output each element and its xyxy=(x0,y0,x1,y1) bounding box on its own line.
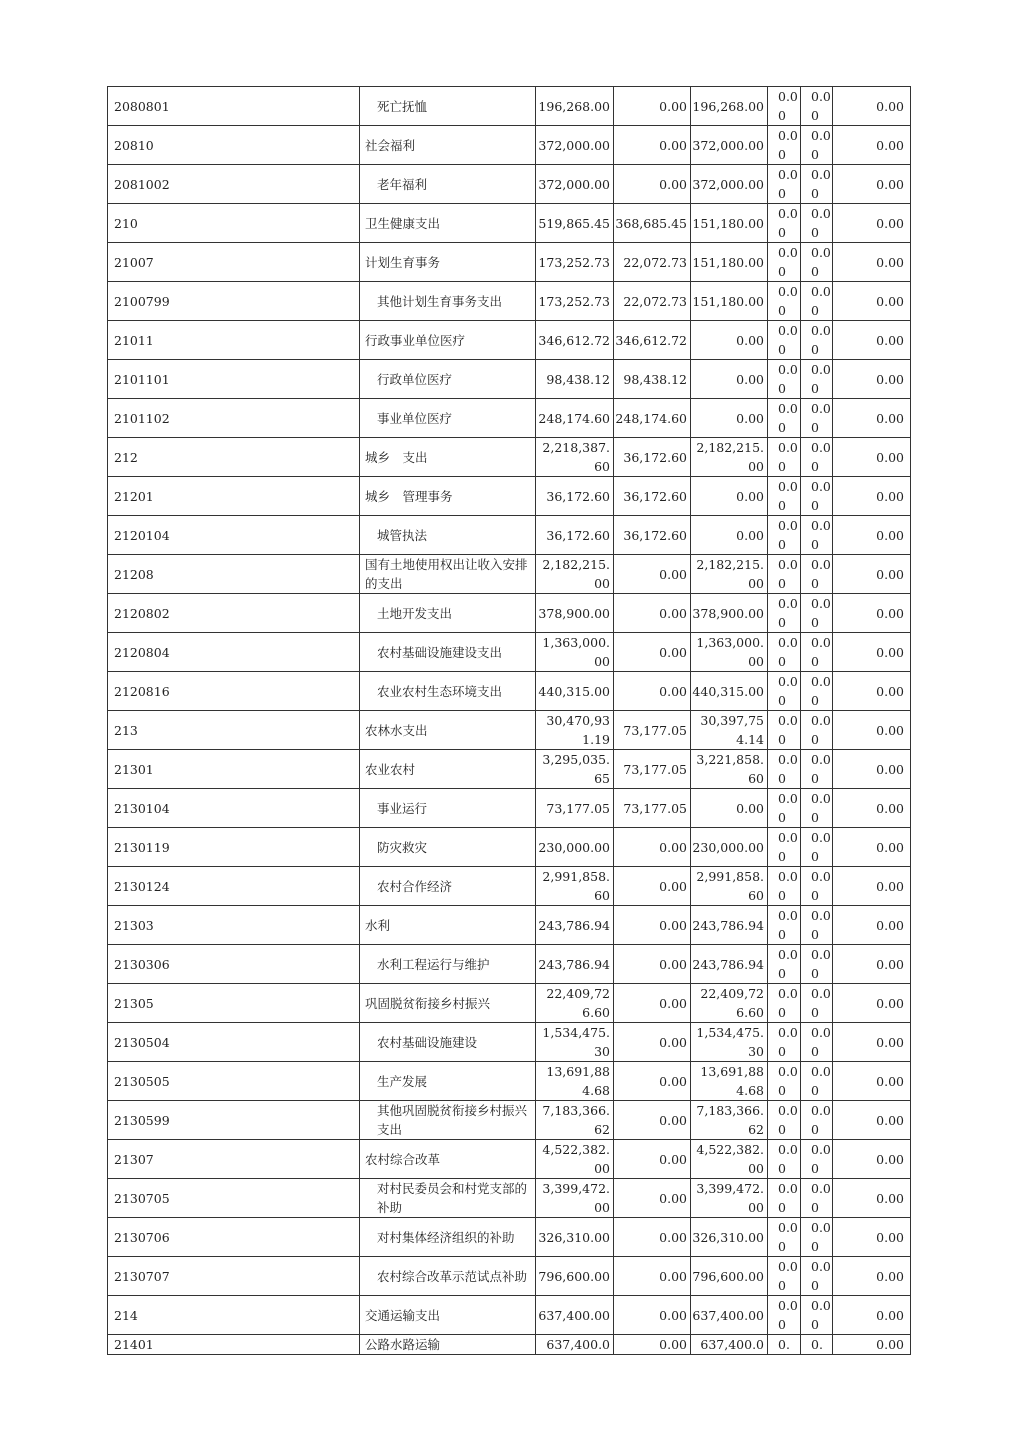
col7-cell: 0.00 xyxy=(801,1140,833,1179)
code-cell: 2120804 xyxy=(108,633,360,672)
name-cell: 农村基础设施建设支出 xyxy=(360,633,536,672)
code-cell: 2130504 xyxy=(108,1023,360,1062)
basic-expenditure-cell: 73,177.05 xyxy=(614,750,691,789)
table-row xyxy=(108,438,911,477)
name-cell: 土地开发支出 xyxy=(360,594,536,633)
table-row xyxy=(108,477,911,516)
code-cell: 21007 xyxy=(108,243,360,282)
project-expenditure-cell: 7,183,366.62 xyxy=(691,1101,768,1140)
project-expenditure-cell: 2,182,215.00 xyxy=(691,438,768,477)
table-row xyxy=(108,321,911,360)
col8-cell: 0.00 xyxy=(833,1179,911,1218)
code-cell: 213 xyxy=(108,711,360,750)
col7-cell: 0.00 xyxy=(801,165,833,204)
project-expenditure-cell: 326,310.00 xyxy=(691,1218,768,1257)
col6-cell: 0.00 xyxy=(768,204,801,243)
col6-cell: 0.00 xyxy=(768,555,801,594)
col7-cell: 0.00 xyxy=(801,672,833,711)
code-cell: 21208 xyxy=(108,555,360,594)
project-expenditure-cell: 0.00 xyxy=(691,477,768,516)
basic-expenditure-cell: 0.00 xyxy=(614,87,691,126)
col6-cell: 0.00 xyxy=(768,1257,801,1296)
table-row xyxy=(108,1062,911,1101)
col6-cell: 0.00 xyxy=(768,165,801,204)
col6-cell: 0.00 xyxy=(768,1179,801,1218)
col7-cell: 0. xyxy=(801,1335,833,1355)
name-cell: 农村基础设施建设 xyxy=(360,1023,536,1062)
table-row xyxy=(108,282,911,321)
col8-cell: 0.00 xyxy=(833,243,911,282)
project-expenditure-cell: 0.00 xyxy=(691,360,768,399)
col7-cell: 0.00 xyxy=(801,906,833,945)
col7-cell: 0.00 xyxy=(801,945,833,984)
col7-cell: 0.00 xyxy=(801,282,833,321)
name-cell: 事业单位医疗 xyxy=(360,399,536,438)
col7-cell: 0.00 xyxy=(801,1179,833,1218)
col7-cell: 0.00 xyxy=(801,1023,833,1062)
table-row xyxy=(108,789,911,828)
col8-cell: 0.00 xyxy=(833,87,911,126)
col6-cell: 0.00 xyxy=(768,243,801,282)
col8-cell: 0.00 xyxy=(833,282,911,321)
col7-cell: 0.00 xyxy=(801,750,833,789)
project-expenditure-cell: 13,691,884.68 xyxy=(691,1062,768,1101)
col7-cell: 0.00 xyxy=(801,477,833,516)
col7-cell: 0.00 xyxy=(801,360,833,399)
col8-cell: 0.00 xyxy=(833,828,911,867)
col7-cell: 0.00 xyxy=(801,87,833,126)
total-cell: 7,183,366.62 xyxy=(536,1101,614,1140)
total-cell: 243,786.94 xyxy=(536,906,614,945)
col8-cell: 0.00 xyxy=(833,360,911,399)
code-cell: 2130124 xyxy=(108,867,360,906)
col8-cell: 0.00 xyxy=(833,438,911,477)
col8-cell: 0.00 xyxy=(833,594,911,633)
project-expenditure-cell: 0.00 xyxy=(691,399,768,438)
total-cell: 13,691,884.68 xyxy=(536,1062,614,1101)
col6-cell: 0.00 xyxy=(768,984,801,1023)
col8-cell: 0.00 xyxy=(833,711,911,750)
table-row xyxy=(108,1296,911,1335)
table-row xyxy=(108,945,911,984)
code-cell: 21307 xyxy=(108,1140,360,1179)
table-row xyxy=(108,1101,911,1140)
basic-expenditure-cell: 0.00 xyxy=(614,672,691,711)
col8-cell: 0.00 xyxy=(833,399,911,438)
basic-expenditure-cell: 73,177.05 xyxy=(614,789,691,828)
table-row xyxy=(108,633,911,672)
col6-cell: 0.00 xyxy=(768,594,801,633)
table-row xyxy=(108,828,911,867)
name-cell: 农林水支出 xyxy=(360,711,536,750)
table-row xyxy=(108,672,911,711)
basic-expenditure-cell: 0.00 xyxy=(614,1218,691,1257)
name-cell: 行政事业单位医疗 xyxy=(360,321,536,360)
basic-expenditure-cell: 368,685.45 xyxy=(614,204,691,243)
col7-cell: 0.00 xyxy=(801,867,833,906)
col7-cell: 0.00 xyxy=(801,789,833,828)
col6-cell: 0.00 xyxy=(768,750,801,789)
col6-cell: 0.00 xyxy=(768,1296,801,1335)
code-cell: 2130706 xyxy=(108,1218,360,1257)
col8-cell: 0.00 xyxy=(833,945,911,984)
basic-expenditure-cell: 0.00 xyxy=(614,1179,691,1218)
name-cell: 农业农村生态环境支出 xyxy=(360,672,536,711)
table-row xyxy=(108,984,911,1023)
col6-cell: 0.00 xyxy=(768,1140,801,1179)
col6-cell: 0.00 xyxy=(768,321,801,360)
basic-expenditure-cell: 0.00 xyxy=(614,1101,691,1140)
project-expenditure-cell: 796,600.00 xyxy=(691,1257,768,1296)
col8-cell: 0.00 xyxy=(833,204,911,243)
code-cell: 2120802 xyxy=(108,594,360,633)
col8-cell: 0.00 xyxy=(833,1335,911,1355)
col7-cell: 0.00 xyxy=(801,633,833,672)
table-row xyxy=(108,594,911,633)
total-cell: 2,182,215.00 xyxy=(536,555,614,594)
col6-cell: 0.00 xyxy=(768,477,801,516)
name-cell: 其他巩固脱贫衔接乡村振兴支出 xyxy=(360,1101,536,1140)
name-cell: 水利工程运行与维护 xyxy=(360,945,536,984)
name-cell: 行政单位医疗 xyxy=(360,360,536,399)
basic-expenditure-cell: 98,438.12 xyxy=(614,360,691,399)
total-cell: 3,295,035.65 xyxy=(536,750,614,789)
col6-cell: 0.00 xyxy=(768,1062,801,1101)
code-cell: 210 xyxy=(108,204,360,243)
table-row xyxy=(108,204,911,243)
project-expenditure-cell: 0.00 xyxy=(691,789,768,828)
project-expenditure-cell: 3,399,472.00 xyxy=(691,1179,768,1218)
name-cell: 生产发展 xyxy=(360,1062,536,1101)
col8-cell: 0.00 xyxy=(833,126,911,165)
col8-cell: 0.00 xyxy=(833,321,911,360)
project-expenditure-cell: 637,400.00 xyxy=(691,1296,768,1335)
table-row xyxy=(108,126,911,165)
col7-cell: 0.00 xyxy=(801,438,833,477)
project-expenditure-cell: 372,000.00 xyxy=(691,126,768,165)
basic-expenditure-cell: 0.00 xyxy=(614,1257,691,1296)
basic-expenditure-cell: 0.00 xyxy=(614,1296,691,1335)
code-cell: 21011 xyxy=(108,321,360,360)
col6-cell: 0.00 xyxy=(768,126,801,165)
name-cell: 公路水路运输 xyxy=(360,1335,536,1355)
col6-cell: 0.00 xyxy=(768,633,801,672)
name-cell: 交通运输支出 xyxy=(360,1296,536,1335)
total-cell: 2,991,858.60 xyxy=(536,867,614,906)
col8-cell: 0.00 xyxy=(833,477,911,516)
project-expenditure-cell: 151,180.00 xyxy=(691,204,768,243)
code-cell: 214 xyxy=(108,1296,360,1335)
project-expenditure-cell: 372,000.00 xyxy=(691,165,768,204)
total-cell: 1,363,000.00 xyxy=(536,633,614,672)
table-row xyxy=(108,165,911,204)
total-cell: 378,900.00 xyxy=(536,594,614,633)
basic-expenditure-cell: 0.00 xyxy=(614,165,691,204)
col8-cell: 0.00 xyxy=(833,516,911,555)
basic-expenditure-cell: 73,177.05 xyxy=(614,711,691,750)
name-cell: 城管执法 xyxy=(360,516,536,555)
project-expenditure-cell: 0.00 xyxy=(691,321,768,360)
col8-cell: 0.00 xyxy=(833,789,911,828)
table-row xyxy=(108,906,911,945)
total-cell: 3,399,472.00 xyxy=(536,1179,614,1218)
name-cell: 城乡 管理事务 xyxy=(360,477,536,516)
col6-cell: 0.00 xyxy=(768,828,801,867)
basic-expenditure-cell: 0.00 xyxy=(614,594,691,633)
total-cell: 1,534,475.30 xyxy=(536,1023,614,1062)
project-expenditure-cell: 2,182,215.00 xyxy=(691,555,768,594)
code-cell: 212 xyxy=(108,438,360,477)
total-cell: 637,400.0 xyxy=(536,1335,614,1355)
basic-expenditure-cell: 0.00 xyxy=(614,984,691,1023)
total-cell: 196,268.00 xyxy=(536,87,614,126)
col7-cell: 0.00 xyxy=(801,399,833,438)
col6-cell: 0.00 xyxy=(768,516,801,555)
col6-cell: 0.00 xyxy=(768,87,801,126)
code-cell: 21201 xyxy=(108,477,360,516)
col7-cell: 0.00 xyxy=(801,555,833,594)
name-cell: 农村综合改革 xyxy=(360,1140,536,1179)
table-row xyxy=(108,1179,911,1218)
table-row xyxy=(108,1140,911,1179)
col6-cell: 0. xyxy=(768,1335,801,1355)
code-cell: 21305 xyxy=(108,984,360,1023)
basic-expenditure-cell: 36,172.60 xyxy=(614,516,691,555)
total-cell: 173,252.73 xyxy=(536,243,614,282)
total-cell: 36,172.60 xyxy=(536,516,614,555)
total-cell: 440,315.00 xyxy=(536,672,614,711)
code-cell: 2130104 xyxy=(108,789,360,828)
col7-cell: 0.00 xyxy=(801,1257,833,1296)
col8-cell: 0.00 xyxy=(833,1257,911,1296)
project-expenditure-cell: 243,786.94 xyxy=(691,906,768,945)
table-row xyxy=(108,399,911,438)
code-cell: 2130505 xyxy=(108,1062,360,1101)
name-cell: 巩固脱贫衔接乡村振兴 xyxy=(360,984,536,1023)
col6-cell: 0.00 xyxy=(768,1023,801,1062)
basic-expenditure-cell: 36,172.60 xyxy=(614,438,691,477)
total-cell: 2,218,387.60 xyxy=(536,438,614,477)
basic-expenditure-cell: 0.00 xyxy=(614,1140,691,1179)
project-expenditure-cell: 230,000.00 xyxy=(691,828,768,867)
total-cell: 243,786.94 xyxy=(536,945,614,984)
project-expenditure-cell: 151,180.00 xyxy=(691,243,768,282)
project-expenditure-cell: 3,221,858.60 xyxy=(691,750,768,789)
col7-cell: 0.00 xyxy=(801,126,833,165)
total-cell: 22,409,726.60 xyxy=(536,984,614,1023)
project-expenditure-cell: 1,363,000.00 xyxy=(691,633,768,672)
col7-cell: 0.00 xyxy=(801,594,833,633)
col7-cell: 0.00 xyxy=(801,984,833,1023)
col6-cell: 0.00 xyxy=(768,711,801,750)
col6-cell: 0.00 xyxy=(768,945,801,984)
total-cell: 30,470,931.19 xyxy=(536,711,614,750)
table-row xyxy=(108,867,911,906)
project-expenditure-cell: 22,409,726.60 xyxy=(691,984,768,1023)
project-expenditure-cell: 196,268.00 xyxy=(691,87,768,126)
total-cell: 73,177.05 xyxy=(536,789,614,828)
name-cell: 老年福利 xyxy=(360,165,536,204)
col7-cell: 0.00 xyxy=(801,243,833,282)
total-cell: 4,522,382.00 xyxy=(536,1140,614,1179)
table-row xyxy=(108,1218,911,1257)
project-expenditure-cell: 440,315.00 xyxy=(691,672,768,711)
col8-cell: 0.00 xyxy=(833,750,911,789)
col6-cell: 0.00 xyxy=(768,867,801,906)
name-cell: 事业运行 xyxy=(360,789,536,828)
col8-cell: 0.00 xyxy=(833,1218,911,1257)
col8-cell: 0.00 xyxy=(833,555,911,594)
basic-expenditure-cell: 0.00 xyxy=(614,1335,691,1355)
basic-expenditure-cell: 22,072.73 xyxy=(614,282,691,321)
col6-cell: 0.00 xyxy=(768,906,801,945)
total-cell: 98,438.12 xyxy=(536,360,614,399)
project-expenditure-cell: 151,180.00 xyxy=(691,282,768,321)
name-cell: 其他计划生育事务支出 xyxy=(360,282,536,321)
code-cell: 2101102 xyxy=(108,399,360,438)
col6-cell: 0.00 xyxy=(768,399,801,438)
name-cell: 死亡抚恤 xyxy=(360,87,536,126)
budget-table xyxy=(107,86,911,1355)
basic-expenditure-cell: 0.00 xyxy=(614,867,691,906)
col8-cell: 0.00 xyxy=(833,165,911,204)
name-cell: 国有土地使用权出让收入安排的支出 xyxy=(360,555,536,594)
basic-expenditure-cell: 0.00 xyxy=(614,1023,691,1062)
basic-expenditure-cell: 0.00 xyxy=(614,555,691,594)
code-cell: 2101101 xyxy=(108,360,360,399)
basic-expenditure-cell: 0.00 xyxy=(614,633,691,672)
col7-cell: 0.00 xyxy=(801,516,833,555)
name-cell: 农村合作经济 xyxy=(360,867,536,906)
code-cell: 21303 xyxy=(108,906,360,945)
total-cell: 173,252.73 xyxy=(536,282,614,321)
name-cell: 对村集体经济组织的补助 xyxy=(360,1218,536,1257)
code-cell: 2130599 xyxy=(108,1101,360,1140)
table-row xyxy=(108,1335,911,1355)
code-cell: 2100799 xyxy=(108,282,360,321)
total-cell: 36,172.60 xyxy=(536,477,614,516)
name-cell: 对村民委员会和村党支部的补助 xyxy=(360,1179,536,1218)
basic-expenditure-cell: 346,612.72 xyxy=(614,321,691,360)
name-cell: 城乡 支出 xyxy=(360,438,536,477)
col8-cell: 0.00 xyxy=(833,906,911,945)
col8-cell: 0.00 xyxy=(833,984,911,1023)
total-cell: 230,000.00 xyxy=(536,828,614,867)
project-expenditure-cell: 243,786.94 xyxy=(691,945,768,984)
col7-cell: 0.00 xyxy=(801,1101,833,1140)
basic-expenditure-cell: 36,172.60 xyxy=(614,477,691,516)
total-cell: 796,600.00 xyxy=(536,1257,614,1296)
code-cell: 2081002 xyxy=(108,165,360,204)
col8-cell: 0.00 xyxy=(833,1140,911,1179)
basic-expenditure-cell: 0.00 xyxy=(614,906,691,945)
col6-cell: 0.00 xyxy=(768,1101,801,1140)
table-row xyxy=(108,243,911,282)
name-cell: 计划生育事务 xyxy=(360,243,536,282)
col8-cell: 0.00 xyxy=(833,1101,911,1140)
col8-cell: 0.00 xyxy=(833,633,911,672)
total-cell: 326,310.00 xyxy=(536,1218,614,1257)
col6-cell: 0.00 xyxy=(768,1218,801,1257)
col7-cell: 0.00 xyxy=(801,1296,833,1335)
table-row xyxy=(108,516,911,555)
project-expenditure-cell: 30,397,754.14 xyxy=(691,711,768,750)
name-cell: 农业农村 xyxy=(360,750,536,789)
col8-cell: 0.00 xyxy=(833,1062,911,1101)
code-cell: 21301 xyxy=(108,750,360,789)
basic-expenditure-cell: 248,174.60 xyxy=(614,399,691,438)
code-cell: 2130705 xyxy=(108,1179,360,1218)
col8-cell: 0.00 xyxy=(833,1296,911,1335)
total-cell: 372,000.00 xyxy=(536,165,614,204)
name-cell: 社会福利 xyxy=(360,126,536,165)
total-cell: 637,400.00 xyxy=(536,1296,614,1335)
col7-cell: 0.00 xyxy=(801,1218,833,1257)
col7-cell: 0.00 xyxy=(801,204,833,243)
code-cell: 2130119 xyxy=(108,828,360,867)
col7-cell: 0.00 xyxy=(801,711,833,750)
total-cell: 519,865.45 xyxy=(536,204,614,243)
table-row xyxy=(108,711,911,750)
table-row xyxy=(108,750,911,789)
code-cell: 2120816 xyxy=(108,672,360,711)
table-row xyxy=(108,360,911,399)
code-cell: 2130707 xyxy=(108,1257,360,1296)
col6-cell: 0.00 xyxy=(768,672,801,711)
col7-cell: 0.00 xyxy=(801,1062,833,1101)
total-cell: 346,612.72 xyxy=(536,321,614,360)
col7-cell: 0.00 xyxy=(801,828,833,867)
basic-expenditure-cell: 0.00 xyxy=(614,945,691,984)
basic-expenditure-cell: 0.00 xyxy=(614,828,691,867)
col8-cell: 0.00 xyxy=(833,672,911,711)
table-row xyxy=(108,1257,911,1296)
col6-cell: 0.00 xyxy=(768,438,801,477)
project-expenditure-cell: 378,900.00 xyxy=(691,594,768,633)
table-row xyxy=(108,87,911,126)
table-row xyxy=(108,1023,911,1062)
name-cell: 卫生健康支出 xyxy=(360,204,536,243)
project-expenditure-cell: 0.00 xyxy=(691,516,768,555)
basic-expenditure-cell: 0.00 xyxy=(614,1062,691,1101)
basic-expenditure-cell: 0.00 xyxy=(614,126,691,165)
total-cell: 248,174.60 xyxy=(536,399,614,438)
project-expenditure-cell: 2,991,858.60 xyxy=(691,867,768,906)
col8-cell: 0.00 xyxy=(833,867,911,906)
project-expenditure-cell: 4,522,382.00 xyxy=(691,1140,768,1179)
code-cell: 2130306 xyxy=(108,945,360,984)
name-cell: 农村综合改革示范试点补助 xyxy=(360,1257,536,1296)
code-cell: 2120104 xyxy=(108,516,360,555)
project-expenditure-cell: 1,534,475.30 xyxy=(691,1023,768,1062)
name-cell: 防灾救灾 xyxy=(360,828,536,867)
col8-cell: 0.00 xyxy=(833,1023,911,1062)
col6-cell: 0.00 xyxy=(768,282,801,321)
total-cell: 372,000.00 xyxy=(536,126,614,165)
code-cell: 20810 xyxy=(108,126,360,165)
table-row xyxy=(108,555,911,594)
project-expenditure-cell: 637,400.0 xyxy=(691,1335,768,1355)
col7-cell: 0.00 xyxy=(801,321,833,360)
col6-cell: 0.00 xyxy=(768,789,801,828)
code-cell: 21401 xyxy=(108,1335,360,1355)
code-cell: 2080801 xyxy=(108,87,360,126)
basic-expenditure-cell: 22,072.73 xyxy=(614,243,691,282)
name-cell: 水利 xyxy=(360,906,536,945)
col6-cell: 0.00 xyxy=(768,360,801,399)
